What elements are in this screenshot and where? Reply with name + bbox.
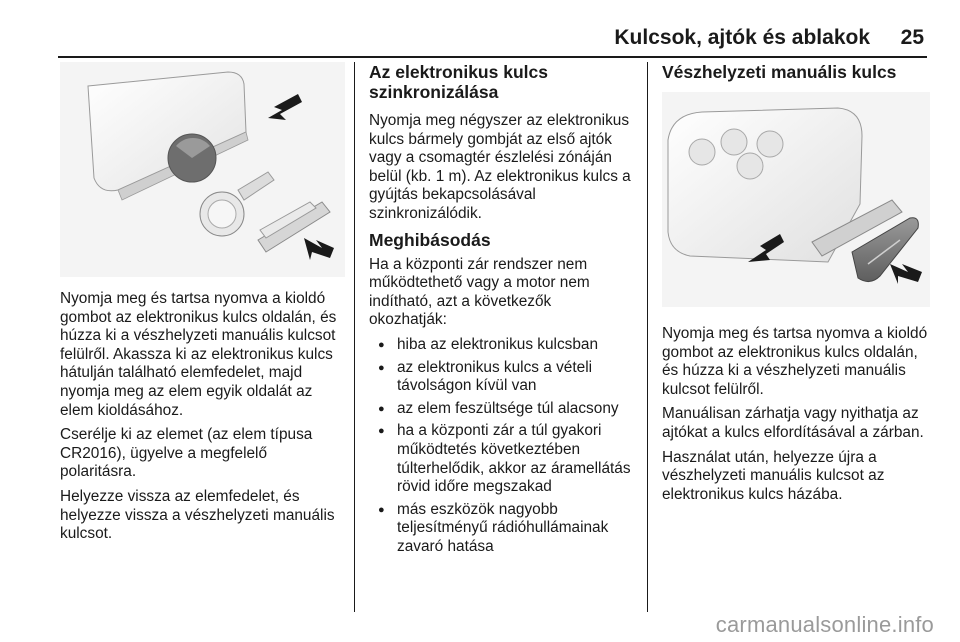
key-button-3 — [737, 153, 763, 179]
list-item: ● hiba az elektronikus kulcsban — [369, 336, 633, 355]
column-left — [60, 62, 345, 550]
key-button-2 — [721, 129, 747, 155]
paragraph-emergency-return: Használat után, helyezze újra a vészhelyzeti manuális kulcsot az elektronikus kulcs házába. — [662, 448, 885, 503]
column-divider-right — [647, 62, 648, 612]
battery-replacement-illustration — [60, 62, 345, 277]
heading-malfunction: Meghibásodás — [369, 229, 491, 250]
page-number: 25 — [900, 26, 924, 49]
paragraph-emergency-lock: Manuálisan zárhatja vagy nyithatja az ajtókat a kulcs elfordításával a zárban. — [662, 405, 924, 441]
page-header — [0, 0, 960, 56]
malfunction-causes-list — [369, 336, 633, 557]
list-item: ● az elektronikus kulcs a vételi távolságon kívül van — [369, 359, 633, 396]
heading-synchronization: Az elektronikus kulcs szinkronizálása — [369, 62, 548, 102]
heading-emergency-key: Vészhelyzeti manuális kulcs — [662, 62, 897, 82]
watermark: carmanualsonline.info — [715, 612, 934, 637]
paragraph-emergency-release: Nyomja meg és tartsa nyomva a kioldó gombot az elektronikus kulcs oldalán, és húzza ki a vészhelyzeti manuális kulcsot felülről. — [662, 325, 928, 398]
column-right — [662, 62, 930, 510]
battery-replacement-drawing — [60, 62, 345, 277]
paragraph-instructions: Nyomja meg és tartsa nyomva a kioldó gombot az elektronikus kulcs oldalán, és húzza ki a vészhelyzeti manuális kulcsot felülről. Akassza ki az elektronikus kulcs hátulján található elemfedelet, majd nyomja meg az elem egyik oldalát az elem kioldásához. — [60, 290, 337, 419]
emergency-key-drawing — [662, 92, 930, 307]
paragraph-battery-type: Cserélje ki az elemet (az elem típusa CR2016), ügyelve a megfelelő polaritásra. — [60, 426, 313, 481]
emergency-key-illustration — [662, 92, 930, 307]
header-rule — [58, 56, 927, 58]
list-item: ● ha a központi zár a túl gyakori működtetés következtében túlterhelődik, akkor az áramellátás rövid időre megszakad — [369, 422, 633, 496]
paragraph-synchronization: Nyomja meg négyszer az elektronikus kulcs bármely gombját az első ajtók vagy a csomagtér észlelési zónáján belül (kb. 1 m). Az elektronikus kulcs a gyújtás bekapcsolásával szinkronizálódik. — [369, 112, 631, 222]
section-title: Kulcsok, ajtók és ablakok — [614, 26, 870, 49]
coin-battery-center — [208, 200, 236, 228]
paragraph-reassemble: Helyezze vissza az elemfedelet, és helyezze vissza a vészhelyzeti manuális kulcsot. — [60, 487, 335, 543]
column-middle — [369, 62, 633, 560]
list-item: ● más eszközök nagyobb teljesítményű rádióhullámainak zavaró hatása — [369, 501, 633, 557]
key-button-4 — [757, 131, 783, 157]
column-divider-left — [354, 62, 355, 612]
key-button-1 — [689, 139, 715, 165]
list-item: ● az elem feszültsége túl alacsony — [369, 400, 633, 419]
paragraph-malfunction-lead: Ha a központi zár rendszer nem működtethető vagy a motor nem indítható, azt a következők okozhatják: — [369, 255, 590, 329]
